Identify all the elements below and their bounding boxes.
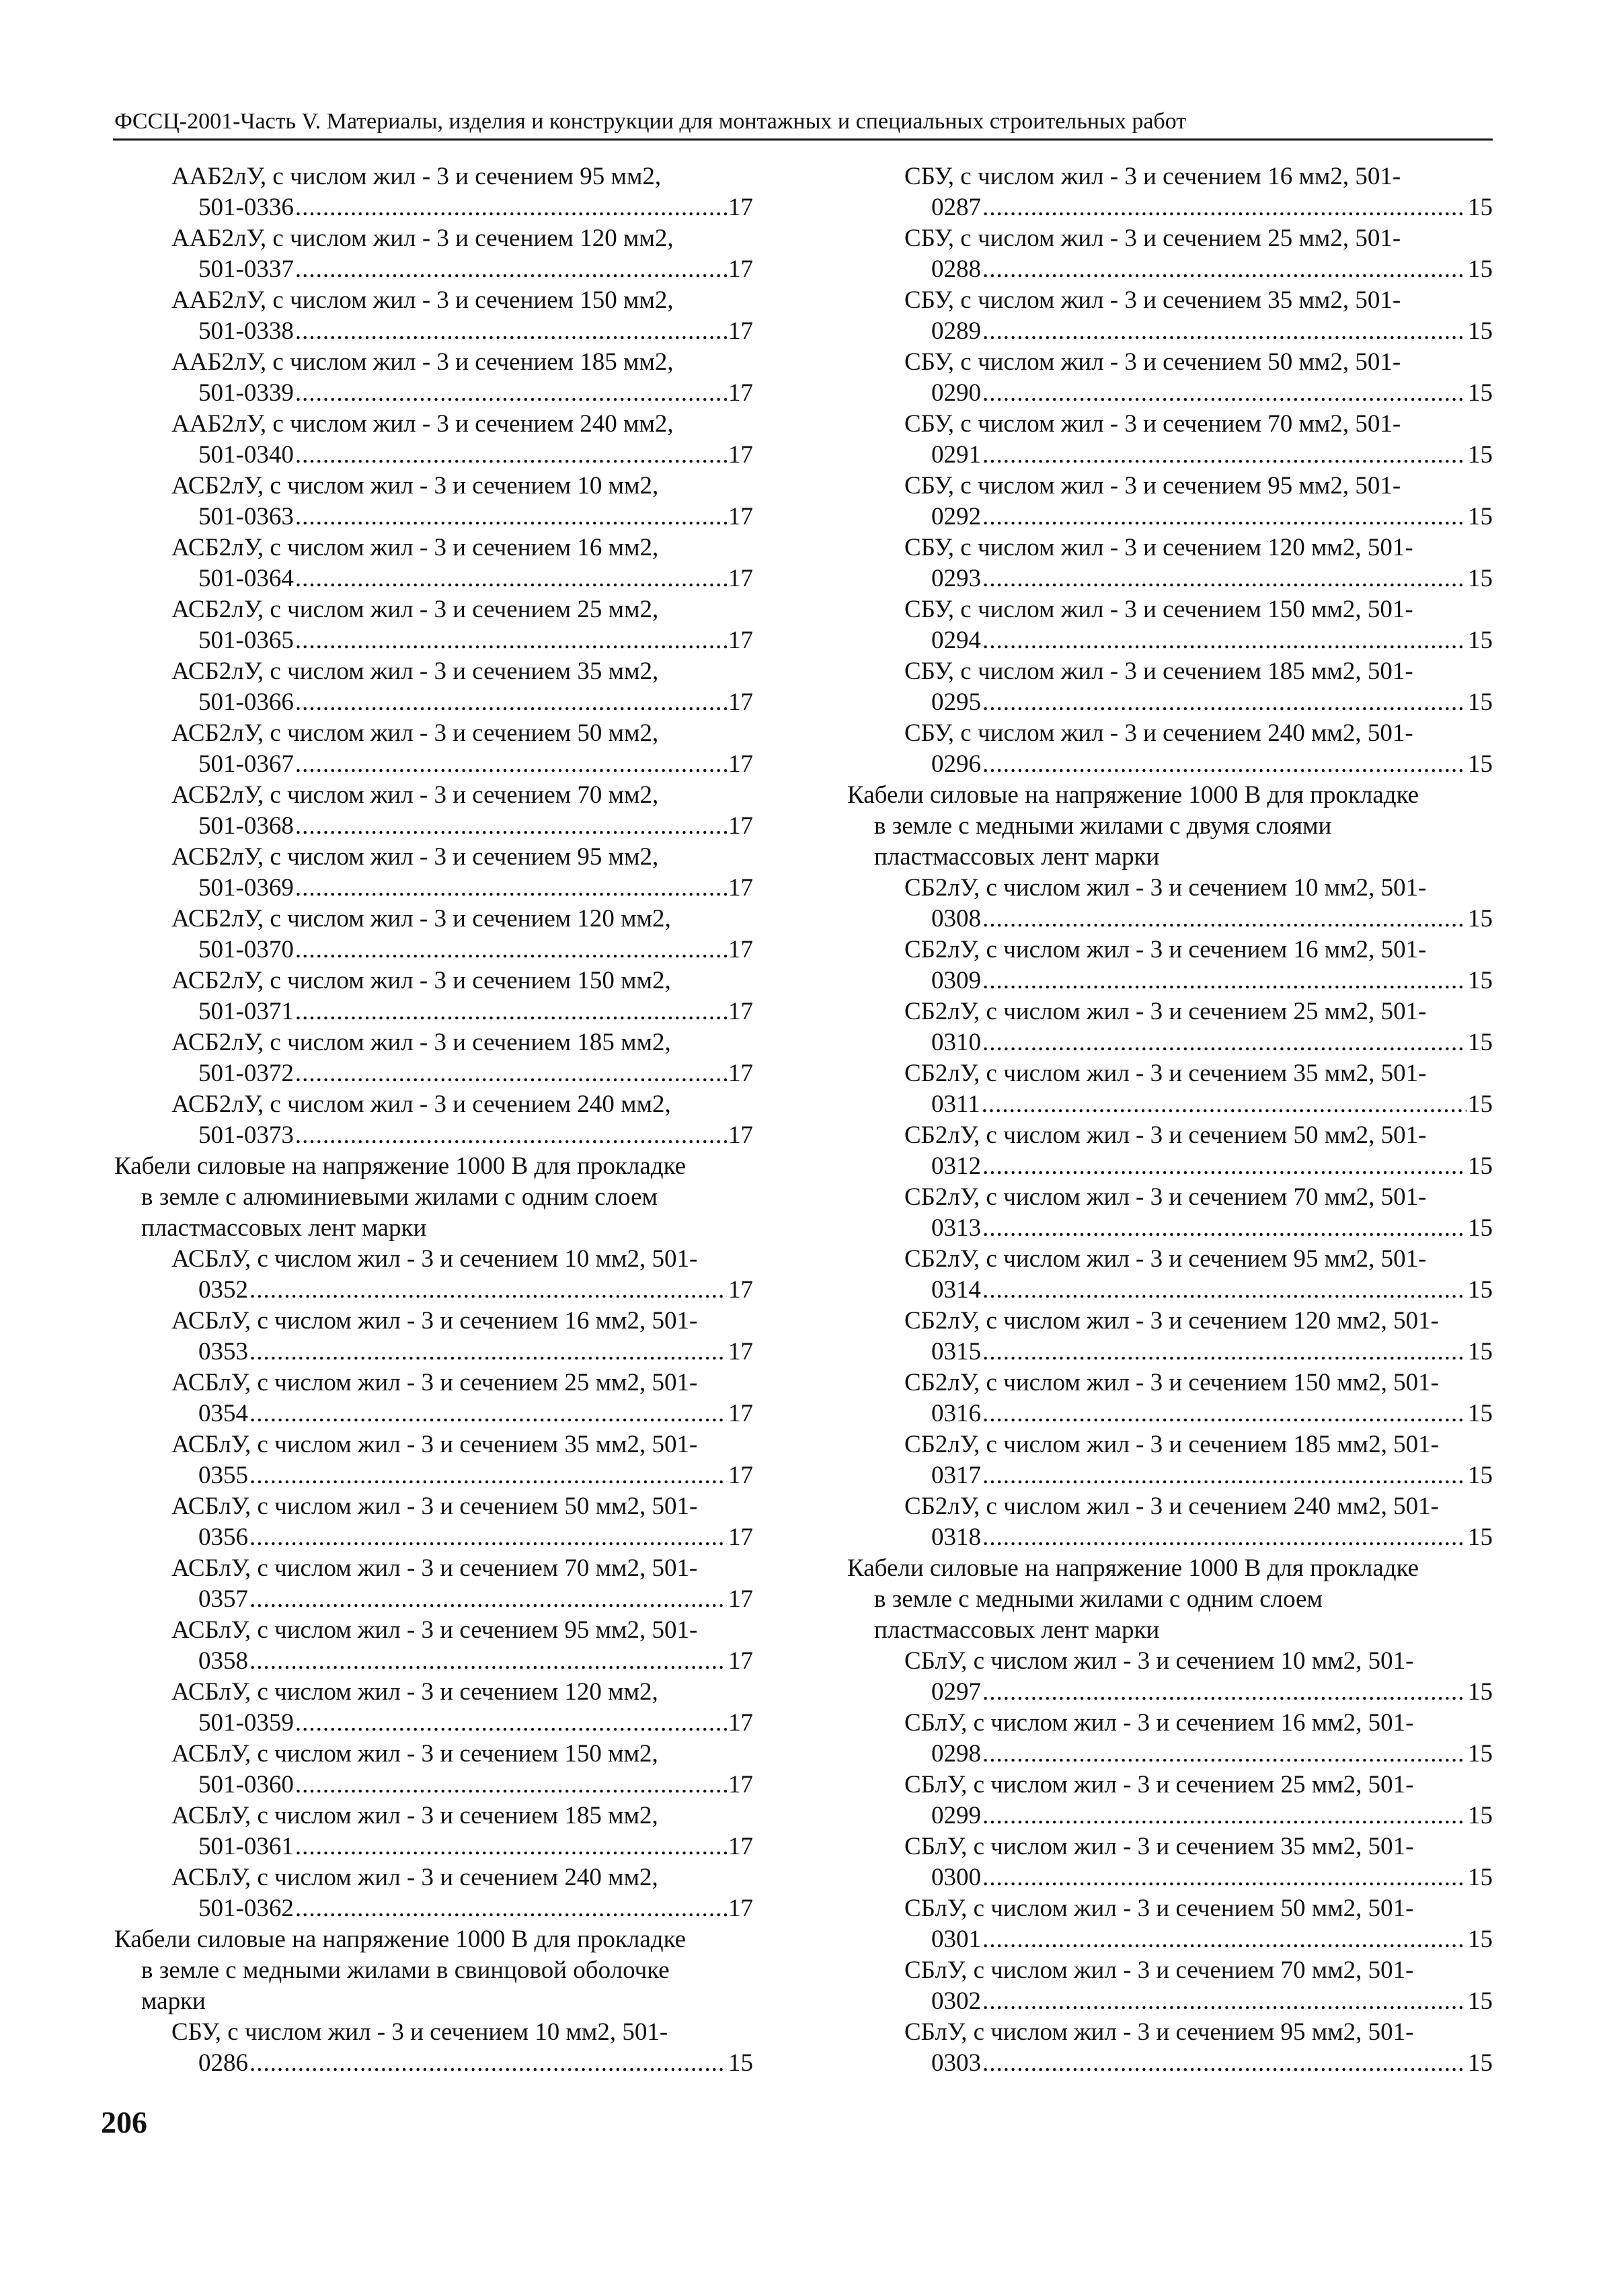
index-entry-code: 0298 <box>931 1740 981 1768</box>
index-entry-page: 15 <box>1468 194 1493 221</box>
index-entry-title: ААБ2лУ, с числом жил - 3 и сечением 120 мм2, <box>171 225 674 252</box>
index-entry-page: 17 <box>728 1400 753 1427</box>
section-heading-line: Кабели силовые на напряжение 1000 В для прокладке <box>114 1152 687 1180</box>
index-entry-code-row <box>114 1646 753 1677</box>
index-entry-title: СБУ, с числом жил - 3 и сечением 10 мм2, 501- <box>171 2018 668 2046</box>
index-entry-page: 17 <box>728 688 753 716</box>
index-entry-page: 15 <box>1468 1523 1493 1551</box>
dot-leader <box>982 1677 1466 1708</box>
right-column <box>847 161 1493 2079</box>
index-entry-code: 0309 <box>931 967 981 994</box>
section-heading-line: Кабели силовые на напряжение 1000 В для прокладке <box>847 781 1419 809</box>
index-entry-title: АСБ2лУ, с числом жил - 3 и сечением 25 мм2, <box>171 596 659 623</box>
index-entry-code-row <box>114 625 753 656</box>
index-entry-code: 501-0360 <box>198 1771 294 1798</box>
index-entry-code-row <box>847 316 1493 347</box>
index-entry-title: СБУ, с числом жил - 3 и сечением 185 мм2, 501- <box>904 658 1413 685</box>
dot-leader <box>295 378 727 409</box>
index-entry-page: 17 <box>728 1462 753 1489</box>
dot-leader <box>982 563 1466 594</box>
index-entry-page: 17 <box>728 503 753 530</box>
index-entry-title: СБлУ, с числом жил - 3 и сечением 16 мм2, 501- <box>904 1709 1414 1737</box>
index-entry-code-row <box>114 254 753 285</box>
index-entry-page: 17 <box>728 317 753 345</box>
section-heading-line: в земле с медными жилами с одним слоем <box>874 1585 1323 1613</box>
index-entry-title: СБлУ, с числом жил - 3 и сечением 95 мм2, 501- <box>904 2018 1414 2046</box>
index-entry-code: 0288 <box>931 255 981 283</box>
index-entry-code-row <box>114 1275 753 1306</box>
index-entry-title: ААБ2лУ, с числом жил - 3 и сечением 185 мм2, <box>171 348 674 376</box>
index-entry-page: 15 <box>1468 1400 1493 1427</box>
index-entry-code-row <box>847 563 1493 594</box>
index-entry-title: АСБлУ, с числом жил - 3 и сечением 150 мм2, <box>171 1740 658 1768</box>
dot-leader <box>982 192 1466 223</box>
index-entry-code-row <box>114 749 753 780</box>
index-entry-page: 15 <box>1468 379 1493 407</box>
index-entry-code: 0290 <box>931 379 981 407</box>
index-entry-code-row <box>847 1027 1493 1058</box>
dot-leader <box>295 687 727 718</box>
index-entry-title: ААБ2лУ, с числом жил - 3 и сечением 150 мм2, <box>171 286 674 314</box>
index-entry-code-row <box>114 996 753 1027</box>
index-entry-code: 501-0370 <box>198 936 294 963</box>
index-entry-title: СБлУ, с числом жил - 3 и сечением 50 мм2, 501- <box>904 1895 1414 1922</box>
index-entry-code: 501-0336 <box>198 194 294 221</box>
dot-leader <box>295 935 727 965</box>
index-entry-code-row <box>847 254 1493 285</box>
index-entry-code: 0311 <box>931 1091 980 1118</box>
index-entry-page: 17 <box>728 874 753 902</box>
dot-leader <box>982 1924 1466 1955</box>
index-entry-code-row <box>847 1739 1493 1770</box>
section-heading-line: в земле с медными жилами в свинцовой оболочке <box>141 1956 670 1984</box>
index-entry-page: 17 <box>728 1647 753 1675</box>
index-entry-title: АСБ2лУ, с числом жил - 3 и сечением 95 мм2, <box>171 843 659 871</box>
dot-leader <box>982 1275 1466 1306</box>
index-entry-page: 15 <box>1468 967 1493 994</box>
index-entry-title: АСБлУ, с числом жил - 3 и сечением 120 мм2, <box>171 1678 658 1706</box>
dot-leader <box>982 254 1466 285</box>
index-entry-code: 0302 <box>931 1987 981 2015</box>
index-entry-code-row <box>847 1151 1493 1182</box>
index-entry-code-row <box>114 935 753 965</box>
index-entry-code-row <box>847 440 1493 471</box>
dot-leader <box>982 1337 1466 1368</box>
index-entry-code: 0354 <box>198 1400 248 1427</box>
header-divider <box>113 138 1493 141</box>
index-entry-code: 0314 <box>931 1276 981 1304</box>
index-entry-code: 0358 <box>198 1647 248 1675</box>
index-entry-page: 17 <box>728 998 753 1025</box>
index-entry-code: 0297 <box>931 1678 981 1706</box>
page-number: 206 <box>101 2105 147 2139</box>
index-entry-code-row <box>847 1275 1493 1306</box>
index-entry-page: 15 <box>1468 317 1493 345</box>
index-entry-code-row <box>847 1213 1493 1244</box>
index-entry-code-row <box>847 1986 1493 2017</box>
dot-leader <box>982 625 1466 656</box>
dot-leader <box>982 1151 1466 1182</box>
dot-leader <box>295 1708 727 1739</box>
index-entry-code: 501-0365 <box>198 627 294 654</box>
index-entry-code-row <box>847 904 1493 935</box>
index-entry-page: 15 <box>1468 1740 1493 1768</box>
section-heading-line: пластмассовых лент марки <box>141 1214 427 1242</box>
section-heading-line: пластмассовых лент марки <box>874 843 1160 871</box>
dot-leader <box>295 811 727 842</box>
index-entry-code-row <box>114 687 753 718</box>
index-entry-code-row <box>114 1770 753 1800</box>
page-header: ФССЦ-2001-Часть V. Материалы, изделия и конструкции для монтажных и специальных строительных работ <box>114 109 1187 134</box>
dot-leader <box>249 1398 727 1429</box>
index-entry-title: СБУ, с числом жил - 3 и сечением 120 мм2, 501- <box>904 534 1413 561</box>
index-entry-code: 0318 <box>931 1523 981 1551</box>
dot-leader <box>982 1213 1466 1244</box>
index-entry-page: 17 <box>728 565 753 592</box>
index-entry-title: СБлУ, с числом жил - 3 и сечением 10 мм2, 501- <box>904 1647 1414 1675</box>
index-entry-page: 15 <box>728 2049 753 2077</box>
index-entry-page: 17 <box>728 1771 753 1798</box>
index-entry-title: АСБлУ, с числом жил - 3 и сечением 10 мм2, 501- <box>171 1245 698 1273</box>
index-entry-page: 17 <box>728 750 753 778</box>
index-entry-code-row <box>114 1058 753 1089</box>
index-entry-code: 501-0363 <box>198 503 294 530</box>
index-entry-title: СБУ, с числом жил - 3 и сечением 35 мм2, 501- <box>904 286 1401 314</box>
index-entry-page: 15 <box>1468 1802 1493 1829</box>
index-entry-page: 15 <box>1468 503 1493 530</box>
index-entry-page: 15 <box>1468 750 1493 778</box>
index-entry-code: 0292 <box>931 503 981 530</box>
section-heading-line: в земле с алюминиевыми жилами с одним слоем <box>141 1183 658 1211</box>
dot-leader <box>295 873 727 904</box>
index-entry-code: 0355 <box>198 1462 248 1489</box>
index-entry-page: 15 <box>1468 627 1493 654</box>
index-entry-title: СБлУ, с числом жил - 3 и сечением 70 мм2, 501- <box>904 1956 1414 1984</box>
index-entry-code: 501-0338 <box>198 317 294 345</box>
index-entry-title: СБ2лУ, с числом жил - 3 и сечением 240 мм2, 501- <box>904 1493 1439 1520</box>
dot-leader <box>295 625 727 656</box>
dot-leader <box>295 440 727 471</box>
index-entry-title: АСБ2лУ, с числом жил - 3 и сечением 10 мм2, <box>171 472 659 500</box>
index-entry-code-row <box>847 687 1493 718</box>
index-entry-title: АСБ2лУ, с числом жил - 3 и сечением 70 мм2, <box>171 781 659 809</box>
index-entry-code: 501-0368 <box>198 812 294 840</box>
index-entry-code-row <box>114 1893 753 1924</box>
index-entry-code-row <box>847 1398 1493 1429</box>
index-entry-page: 17 <box>728 1833 753 1860</box>
left-column <box>114 161 753 2079</box>
index-entry-code-row <box>847 1460 1493 1491</box>
index-entry-code: 501-0359 <box>198 1709 294 1737</box>
index-entry-code: 501-0369 <box>198 874 294 902</box>
dot-leader <box>982 1522 1466 1553</box>
section-heading-line: Кабели силовые на напряжение 1000 В для прокладке <box>114 1926 687 1953</box>
index-entry-page: 17 <box>728 255 753 283</box>
index-entry-page: 15 <box>1468 1926 1493 1953</box>
index-entry-page: 17 <box>728 1060 753 1087</box>
index-entry-code-row <box>114 1337 753 1368</box>
dot-leader <box>295 254 727 285</box>
index-entry-page: 17 <box>728 1338 753 1365</box>
index-entry-code: 0299 <box>931 1802 981 1829</box>
index-entry-title: СБ2лУ, с числом жил - 3 и сечением 95 мм2, 501- <box>904 1245 1427 1273</box>
index-entry-page: 15 <box>1468 1276 1493 1304</box>
dot-leader <box>982 1800 1466 1831</box>
index-entry-title: АСБлУ, с числом жил - 3 и сечением 240 мм2, <box>171 1864 658 1891</box>
index-entry-title: АСБлУ, с числом жил - 3 и сечением 70 мм2, 501- <box>171 1554 698 1582</box>
index-entry-title: АСБлУ, с числом жил - 3 и сечением 35 мм2, 501- <box>171 1431 698 1458</box>
index-entry-code: 0308 <box>931 905 981 933</box>
index-entry-page: 17 <box>728 1709 753 1737</box>
index-entry-page: 17 <box>728 1121 753 1149</box>
index-entry-code-row <box>114 1708 753 1739</box>
dot-leader <box>295 563 727 594</box>
index-entry-title: СБ2лУ, с числом жил - 3 и сечением 10 мм2, 501- <box>904 874 1427 902</box>
index-entry-title: СБ2лУ, с числом жил - 3 и сечением 70 мм2, 501- <box>904 1183 1427 1211</box>
index-entry-code: 0293 <box>931 565 981 592</box>
index-entry-title: СБУ, с числом жил - 3 и сечением 150 мм2, 501- <box>904 596 1413 623</box>
index-entry-code-row <box>847 625 1493 656</box>
index-entry-code: 501-0340 <box>198 441 294 469</box>
index-entry-title: СБ2лУ, с числом жил - 3 и сечением 35 мм2, 501- <box>904 1060 1427 1087</box>
index-entry-title: СБ2лУ, с числом жил - 3 и сечением 150 мм2, 501- <box>904 1369 1439 1396</box>
index-entry-page: 17 <box>728 812 753 840</box>
index-entry-code: 0296 <box>931 750 981 778</box>
dot-leader <box>295 1831 727 1862</box>
index-entry-code: 0300 <box>931 1864 981 1891</box>
index-entry-title: СБУ, с числом жил - 3 и сечением 16 мм2, 501- <box>904 163 1401 190</box>
index-entry-title: СБ2лУ, с числом жил - 3 и сечением 120 мм2, 501- <box>904 1307 1439 1335</box>
index-entry-code: 0316 <box>931 1400 981 1427</box>
index-entry-code-row <box>847 502 1493 532</box>
index-entry-code-row <box>114 1460 753 1491</box>
index-entry-code-row <box>114 811 753 842</box>
index-entry-title: СБУ, с числом жил - 3 и сечением 95 мм2, 501- <box>904 472 1401 500</box>
index-entry-code-row <box>114 873 753 904</box>
index-entry-code: 501-0373 <box>198 1121 294 1149</box>
dot-leader <box>295 1058 727 1089</box>
dot-leader <box>982 1739 1466 1770</box>
index-entry-page: 17 <box>728 1895 753 1922</box>
index-entry-code-row <box>847 1089 1493 1120</box>
index-entry-title: АСБ2лУ, с числом жил - 3 и сечением 150 мм2, <box>171 967 671 994</box>
index-entry-code: 0294 <box>931 627 981 654</box>
index-entry-title: АСБ2лУ, с числом жил - 3 и сечением 120 мм2, <box>171 905 671 933</box>
dot-leader <box>295 996 727 1027</box>
index-entry-code: 0352 <box>198 1276 248 1304</box>
index-entry-code-row <box>114 316 753 347</box>
section-heading-line: Кабели силовые на напряжение 1000 В для прокладке <box>847 1554 1419 1582</box>
index-entry-title: ААБ2лУ, с числом жил - 3 и сечением 240 мм2, <box>171 410 674 438</box>
index-entry-code-row <box>847 1677 1493 1708</box>
index-entry-code-row <box>114 502 753 532</box>
dot-leader <box>982 965 1466 996</box>
index-entry-page: 17 <box>728 379 753 407</box>
index-entry-code: 501-0371 <box>198 998 294 1025</box>
index-entry-code: 0312 <box>931 1152 981 1180</box>
index-entry-title: СБУ, с числом жил - 3 и сечением 25 мм2, 501- <box>904 225 1401 252</box>
index-entry-page: 15 <box>1468 1214 1493 1242</box>
index-entry-code: 0313 <box>931 1214 981 1242</box>
index-entry-code-row <box>114 563 753 594</box>
dot-leader <box>982 502 1466 532</box>
index-entry-code-row <box>847 1924 1493 1955</box>
index-entry-title: АСБ2лУ, с числом жил - 3 и сечением 240 мм2, <box>171 1091 671 1118</box>
index-entry-code-row <box>114 1584 753 1615</box>
dot-leader <box>982 1398 1466 1429</box>
dot-leader <box>982 1460 1466 1491</box>
index-entry-code-row <box>847 965 1493 996</box>
index-entry-page: 15 <box>1468 1678 1493 1706</box>
index-entry-code: 0289 <box>931 317 981 345</box>
index-entry-title: СБ2лУ, с числом жил - 3 и сечением 25 мм2, 501- <box>904 998 1427 1025</box>
index-entry-title: АСБлУ, с числом жил - 3 и сечением 50 мм2, 501- <box>171 1493 698 1520</box>
index-entry-code: 0287 <box>931 194 981 221</box>
dot-leader <box>982 1862 1466 1893</box>
index-entry-code-row <box>114 1522 753 1553</box>
dot-leader <box>295 192 727 223</box>
index-entry-page: 15 <box>1468 1029 1493 1056</box>
index-entry-code: 501-0337 <box>198 255 294 283</box>
index-entry-code: 0353 <box>198 1338 248 1365</box>
dot-leader <box>249 1275 727 1306</box>
index-entry-code: 0303 <box>931 2049 981 2077</box>
index-entry-title: СБ2лУ, с числом жил - 3 и сечением 50 мм2, 501- <box>904 1121 1427 1149</box>
index-entry-code-row <box>114 1120 753 1151</box>
dot-leader <box>982 1986 1466 2017</box>
index-entry-code-row <box>114 1398 753 1429</box>
index-entry-title: АСБлУ, с числом жил - 3 и сечением 16 мм2, 501- <box>171 1307 698 1335</box>
dot-leader <box>249 2048 727 2079</box>
index-entry-page: 15 <box>1468 1091 1493 1118</box>
index-entry-title: АСБлУ, с числом жил - 3 и сечением 185 мм2, <box>171 1802 658 1829</box>
index-entry-code: 0291 <box>931 441 981 469</box>
dot-leader <box>982 378 1466 409</box>
index-entry-code: 501-0362 <box>198 1895 294 1922</box>
index-entry-page: 15 <box>1468 255 1493 283</box>
index-entry-page: 15 <box>1468 1462 1493 1489</box>
index-entry-title: АСБлУ, с числом жил - 3 и сечением 25 мм2, 501- <box>171 1369 698 1396</box>
index-entry-code-row <box>114 192 753 223</box>
index-entry-page: 17 <box>728 1585 753 1613</box>
index-entry-page: 17 <box>728 441 753 469</box>
index-entry-page: 15 <box>1468 1152 1493 1180</box>
dot-leader <box>249 1460 727 1491</box>
index-entry-page: 15 <box>1468 1987 1493 2015</box>
index-entry-code: 0295 <box>931 688 981 716</box>
index-entry-code-row <box>847 749 1493 780</box>
index-entry-title: СБлУ, с числом жил - 3 и сечением 35 мм2, 501- <box>904 1833 1414 1860</box>
dot-leader <box>982 316 1466 347</box>
index-entry-title: АСБ2лУ, с числом жил - 3 и сечением 35 мм2, <box>171 658 659 685</box>
dot-leader <box>982 440 1466 471</box>
index-entry-code-row <box>114 1831 753 1862</box>
index-entry-page: 17 <box>728 936 753 963</box>
index-entry-code: 501-0339 <box>198 379 294 407</box>
index-entry-page: 15 <box>1468 2049 1493 2077</box>
index-entry-page: 15 <box>1468 1338 1493 1365</box>
section-heading-line: марки <box>141 1987 206 2015</box>
index-entry-code: 0315 <box>931 1338 981 1365</box>
index-entry-code: 501-0361 <box>198 1833 294 1860</box>
index-entry-page: 15 <box>1468 565 1493 592</box>
index-entry-code: 0286 <box>198 2049 248 2077</box>
index-entry-title: СБ2лУ, с числом жил - 3 и сечением 16 мм2, 501- <box>904 936 1427 963</box>
index-entry-page: 17 <box>728 194 753 221</box>
index-entry-code-row <box>847 378 1493 409</box>
section-heading-line: в земле с медными жилами с двумя слоями <box>874 812 1332 840</box>
index-entry-title: СБлУ, с числом жил - 3 и сечением 25 мм2, 501- <box>904 1771 1414 1798</box>
dot-leader <box>982 687 1466 718</box>
index-entry-title: АСБлУ, с числом жил - 3 и сечением 95 мм2, 501- <box>171 1616 698 1644</box>
index-entry-title: АСБ2лУ, с числом жил - 3 и сечением 185 мм2, <box>171 1029 671 1056</box>
index-entry-code: 0310 <box>931 1029 981 1056</box>
index-entry-code-row <box>847 2048 1493 2079</box>
index-entry-title: СБУ, с числом жил - 3 и сечением 240 мм2, 501- <box>904 719 1413 747</box>
index-entry-code-row <box>114 2048 753 2079</box>
index-entry-title: АСБ2лУ, с числом жил - 3 и сечением 50 мм2, <box>171 719 659 747</box>
section-heading-line: пластмассовых лент марки <box>874 1616 1160 1644</box>
index-entry-code-row <box>847 1522 1493 1553</box>
index-entry-code-row <box>847 1337 1493 1368</box>
index-entry-code-row <box>847 1800 1493 1831</box>
dot-leader <box>249 1646 727 1677</box>
index-entry-code: 501-0367 <box>198 750 294 778</box>
index-entry-code: 501-0366 <box>198 688 294 716</box>
dot-leader <box>982 749 1466 780</box>
index-entry-code-row <box>114 440 753 471</box>
index-entry-code: 0317 <box>931 1462 981 1489</box>
index-entry-page: 15 <box>1468 905 1493 933</box>
index-entry-page: 17 <box>728 1276 753 1304</box>
index-entry-title: АСБ2лУ, с числом жил - 3 и сечением 16 мм2, <box>171 534 659 561</box>
dot-leader <box>982 2048 1466 2079</box>
index-entry-code: 501-0372 <box>198 1060 294 1087</box>
dot-leader <box>295 749 727 780</box>
index-entry-page: 17 <box>728 627 753 654</box>
index-entry-title: СБУ, с числом жил - 3 и сечением 50 мм2, 501- <box>904 348 1401 376</box>
index-entry-title: ААБ2лУ, с числом жил - 3 и сечением 95 мм2, <box>171 163 662 190</box>
index-entry-page: 15 <box>1468 441 1493 469</box>
dot-leader <box>982 1089 1466 1120</box>
dot-leader <box>982 1027 1466 1058</box>
dot-leader <box>295 1770 727 1800</box>
index-entry-page: 17 <box>728 1523 753 1551</box>
dot-leader <box>249 1522 727 1553</box>
dot-leader <box>249 1584 727 1615</box>
index-entry-code-row <box>114 378 753 409</box>
index-entry-page: 15 <box>1468 688 1493 716</box>
index-entry-code: 0301 <box>931 1926 981 1953</box>
index-entry-page: 15 <box>1468 1864 1493 1891</box>
index-entry-code: 501-0364 <box>198 565 294 592</box>
index-entry-code: 0357 <box>198 1585 248 1613</box>
dot-leader <box>982 904 1466 935</box>
index-entry-code-row <box>847 192 1493 223</box>
dot-leader <box>295 316 727 347</box>
dot-leader <box>249 1337 727 1368</box>
dot-leader <box>295 1893 727 1924</box>
dot-leader <box>295 1120 727 1151</box>
dot-leader <box>295 502 727 532</box>
index-entry-code: 0356 <box>198 1523 248 1551</box>
index-entry-code-row <box>847 1862 1493 1893</box>
index-entry-title: СБ2лУ, с числом жил - 3 и сечением 185 мм2, 501- <box>904 1431 1439 1458</box>
index-entry-title: СБУ, с числом жил - 3 и сечением 70 мм2, 501- <box>904 410 1401 438</box>
